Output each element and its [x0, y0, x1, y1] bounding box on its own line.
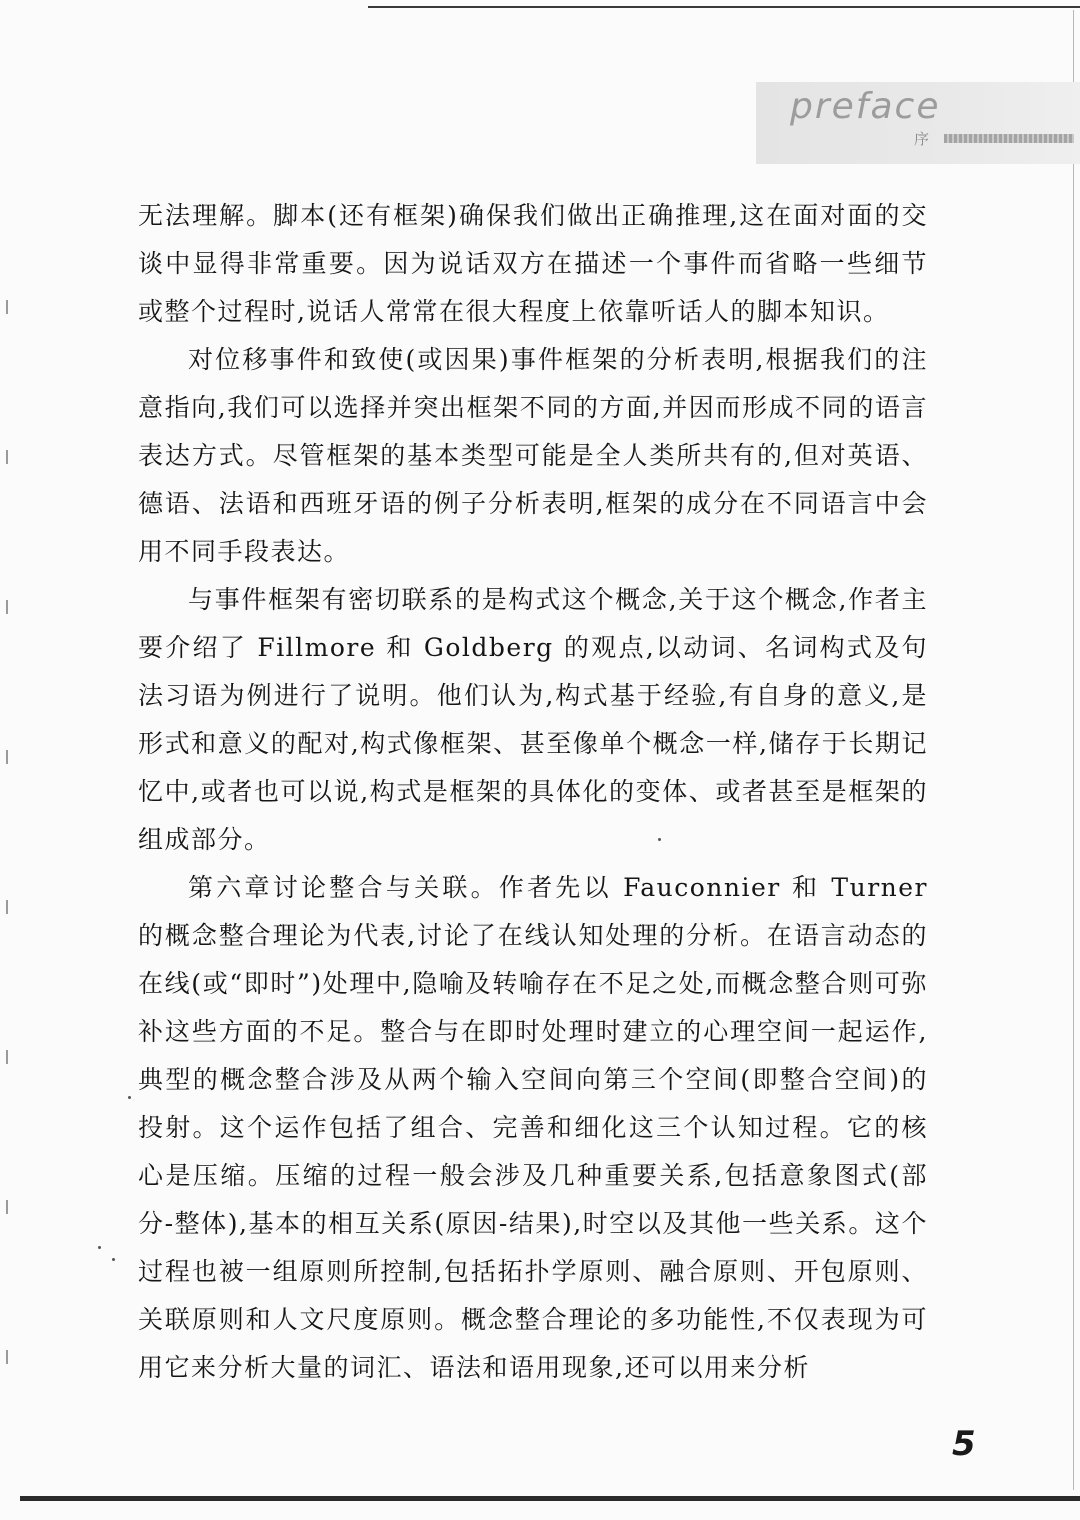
right-page-edge [1073, 10, 1074, 1490]
paragraph-1: 无法理解。脚本(还有框架)确保我们做出正确推理,这在面对面的交谈中显得非常重要。因为说话双方在描述一个事件而省略一些细节或整个过程时,说话人常常在很大程度上依靠听话人的脚本知识。 [138, 201, 928, 326]
preface-header-word: preface [790, 86, 941, 127]
bottom-rule [20, 1496, 1080, 1501]
scan-speck [98, 1246, 101, 1249]
paragraph-2: 对位移事件和致使(或因果)事件框架的分析表明,根据我们的注意指向,我们可以选择并突出框架不同的方面,并因而形成不同的语言表达方式。尽管框架的基本类型可能是全人类所共有的,但对英语、德语、法语和西班牙语的例子分析表明,框架的成分在不同语言中会用不同手段表达。 [138, 345, 928, 566]
left-margin-marks [6, 300, 8, 1400]
scan-speck [128, 1096, 131, 1099]
preface-header-bar [944, 134, 1074, 143]
body-text [138, 192, 928, 1392]
paragraph-4: 第六章讨论整合与关联。作者先以 Fauconnier 和 Turner 的概念整合理论为代表,讨论了在线认知处理的分析。在语言动态的在线(或“即时”)处理中,隐喻及转喻存在不足之处,而概念整合则可弥补这些方面的不足。整合与在即时处理时建立的心理空间一起运作,典型的概念整合涉及从两个输入空间向第三个空间(即整合空间)的投射。这个运作包括了组合、完善和细化这三个认知过程。它的核心是压缩。压缩的过程一般会涉及几种重要关系,包括意象图式(部分-整体),基本的相互关系(原因-结果),时空以及其他一些关系。这个过程也被一组原则所控制,包括拓扑学原则、融合原则、开包原则、关联原则和人文尺度原则。概念整合理论的多功能性,不仅表现为可用它来分析大量的词汇、语法和语用现象,还可以用来分析 [138, 873, 928, 1382]
page-number: 5 [952, 1424, 976, 1464]
top-rule [368, 6, 1080, 8]
scan-speck [658, 838, 661, 841]
preface-header-subtitle: 序 [914, 130, 930, 148]
paragraph-3: 与事件框架有密切联系的是构式这个概念,关于这个概念,作者主要介绍了 Fillmore 和 Goldberg 的观点,以动词、名词构式及句法习语为例进行了说明。他们认为,构式基于经验,有自身的意义,是形式和意义的配对,构式像框架、甚至像单个概念一样,储存于长期记忆中,或者也可以说,构式是框架的具体化的变体、或者甚至是框架的组成部分。 [138, 585, 928, 854]
scan-speck [112, 1258, 115, 1261]
